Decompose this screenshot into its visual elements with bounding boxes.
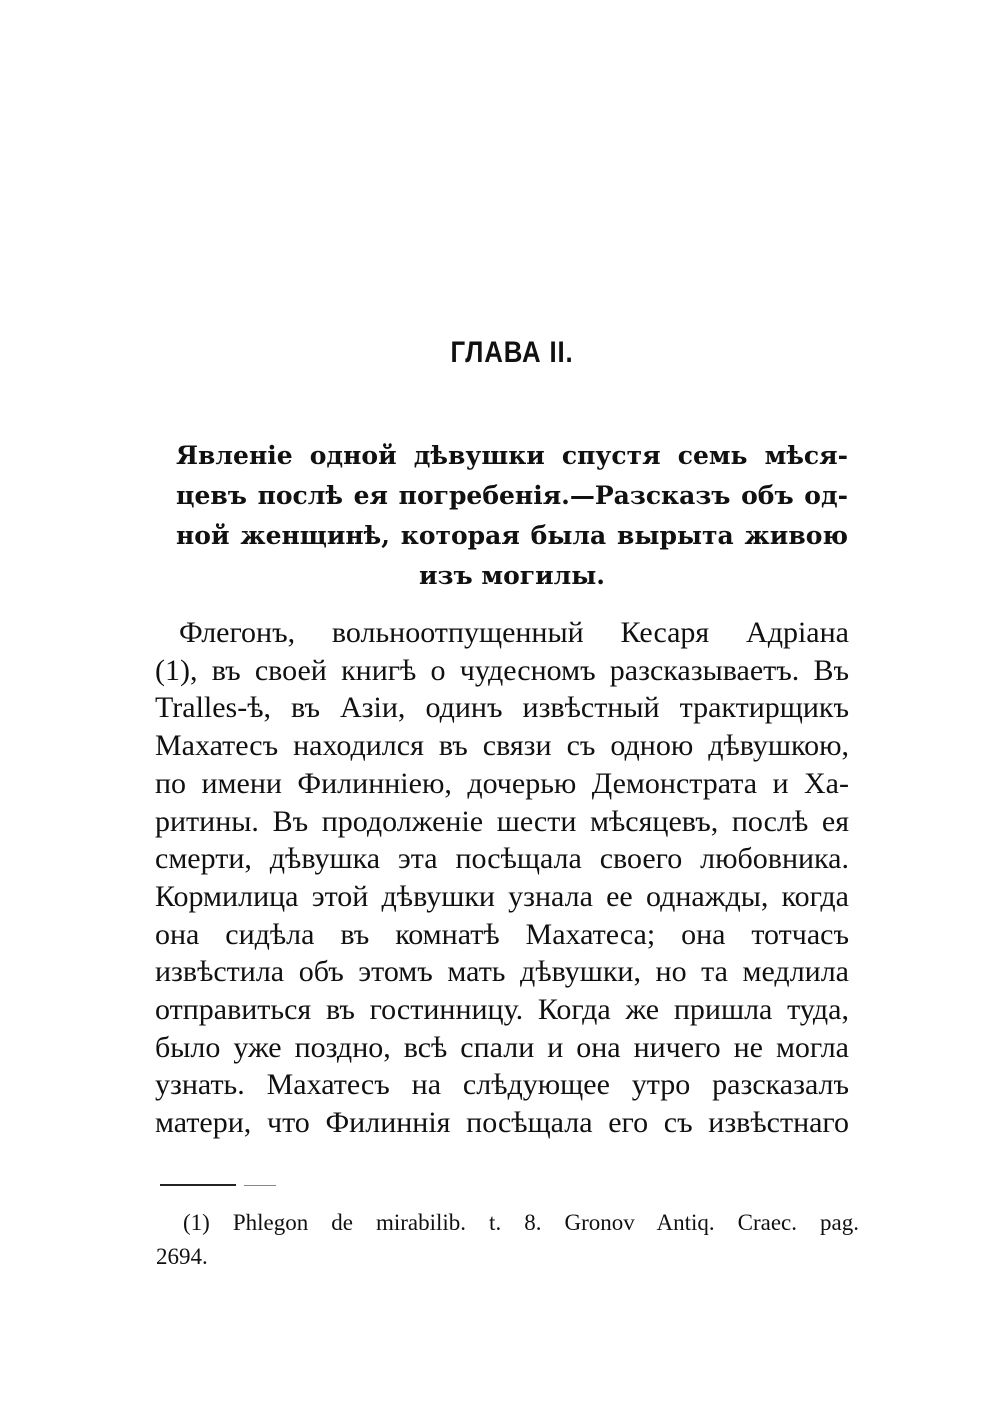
body-line: Махатесъ находился въ связи съ одною дѣвушкою, (155, 729, 849, 763)
body-line: она сидѣла въ комнатѣ Махатеса; она тотчасъ (155, 917, 849, 951)
body-line: Tralles-ѣ, въ Азіи, одинъ извѣстный трактирщикъ (155, 691, 849, 725)
body-line: смерти, дѣвушка эта посѣщала своего любовника. (155, 842, 849, 876)
body-line: Флегонъ, вольноотпущенный Кесаря Адріана (179, 616, 849, 649)
chapter-title: ГЛАВА II. (450, 336, 574, 369)
body-line: по имени Филинніею, дочерью Демонстрата и Ха- (155, 766, 849, 800)
footnote-line: 2694. (156, 1244, 208, 1269)
summary-line: изъ могилы. (418, 561, 606, 590)
body-line: матери, что Филиннія посѣщала его съ извѣстнаго (155, 1106, 849, 1140)
body-line: было уже поздно, всѣ спали и она ничего не могла (155, 1030, 849, 1064)
body-line: (1), въ своей книгѣ о чудесномъ разсказываетъ. Въ (155, 653, 849, 687)
footnote-line: (1) Phlegon de mirabilib. t. 8. Gronov Antiq. Craec. pag. (183, 1210, 859, 1235)
summary-line: цевъ послѣ ея погребенія.—Разсказъ объ од- (176, 481, 848, 510)
footnote-separator (160, 1184, 236, 1186)
body-line: узнать. Махатесъ на слѣдующее утро разсказалъ (155, 1068, 849, 1102)
body-line: извѣстила объ этомъ мать дѣвушки, но та медлила (155, 955, 849, 989)
body-line: отправиться въ гостинницу. Когда же пришла туда, (155, 993, 849, 1027)
summary-line: Явленіе одной дѣвушки спустя семь мѣся- (176, 441, 848, 470)
body-line: ритины. Въ продолженіе шести мѣсяцевъ, послѣ ея (155, 804, 849, 838)
footnote-separator-dash (244, 1185, 276, 1186)
chapter-summary (176, 436, 848, 596)
body-line: Кормилица этой дѣвушки узнала ее однажды, когда (155, 879, 849, 913)
footnote (156, 1206, 859, 1274)
summary-line: ной женщинѣ, которая была вырыта живою (176, 521, 848, 550)
body-paragraph (155, 614, 849, 1142)
